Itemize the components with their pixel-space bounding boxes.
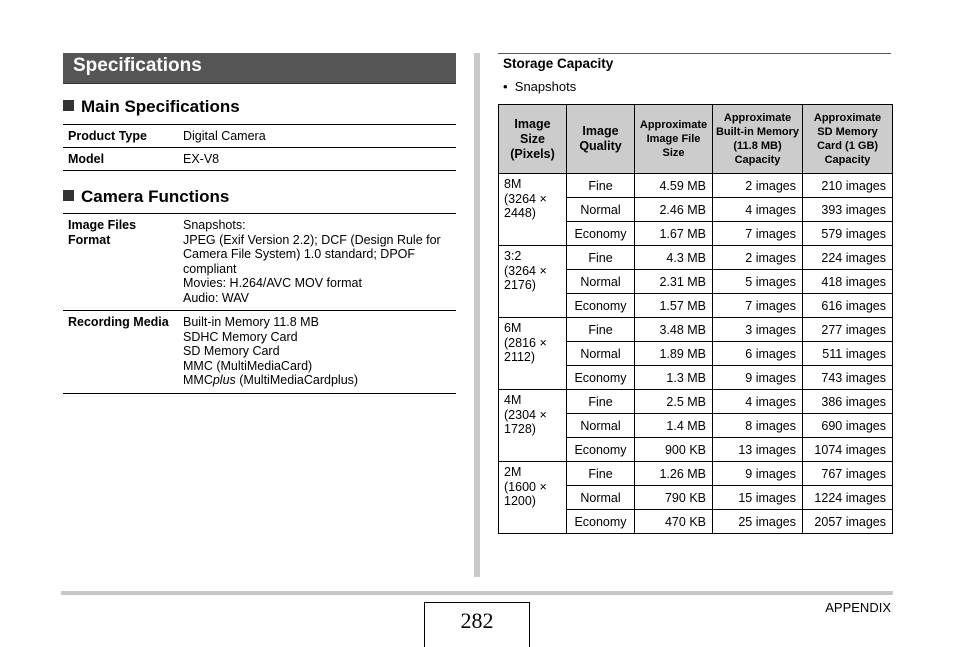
spec-value-line: JPEG (Exif Version 2.2); DCF (Design Rule for xyxy=(183,232,441,247)
size-line: 3:2 xyxy=(504,249,522,263)
spec-label: Product Type xyxy=(68,129,147,143)
spec-value-line: compliant xyxy=(183,261,237,276)
size-line: 4M xyxy=(504,393,522,407)
spec-value-line: SD Memory Card xyxy=(183,344,280,358)
header-line: (Pixels) xyxy=(510,146,555,161)
mmcplus-suffix-text: (MultiMediaCardplus) xyxy=(235,373,359,387)
file-size-cell: 1.67 MB xyxy=(635,222,713,246)
size-line: (2304 × xyxy=(504,407,547,422)
camera-functions-table xyxy=(63,213,456,394)
square-bullet-icon xyxy=(63,190,74,201)
sd-capacity-cell: 767 images xyxy=(803,462,893,486)
quality-cell: Economy xyxy=(567,438,635,462)
quality-cell: Normal xyxy=(567,342,635,366)
quality-cell: Economy xyxy=(567,510,635,534)
quality-cell: Fine xyxy=(567,246,635,270)
builtin-capacity-cell: 13 images xyxy=(713,438,803,462)
spec-value xyxy=(183,315,453,388)
builtin-capacity-cell: 3 images xyxy=(713,318,803,342)
image-size-cell xyxy=(499,246,567,318)
spec-value-line-mmcplus xyxy=(183,373,453,388)
sd-capacity-cell: 1074 images xyxy=(803,438,893,462)
size-line: 1200) xyxy=(504,494,536,508)
sd-capacity-cell: 579 images xyxy=(803,222,893,246)
file-size-cell: 470 KB xyxy=(635,510,713,534)
header-line: Capacity xyxy=(824,154,871,166)
page-title: Specifications xyxy=(73,55,202,76)
header-line: Quality xyxy=(579,139,622,153)
quality-cell: Fine xyxy=(567,174,635,198)
file-size-cell: 4.3 MB xyxy=(635,246,713,270)
plus-italic-text: plus xyxy=(212,373,236,387)
storage-capacity-table xyxy=(498,104,893,534)
builtin-capacity-cell: 2 images xyxy=(713,174,803,198)
builtin-capacity-cell: 9 images xyxy=(713,462,803,486)
header-line: Approximate xyxy=(813,112,882,124)
spec-value: EX-V8 xyxy=(183,152,220,166)
storage-capacity-heading: Storage Capacity xyxy=(503,56,614,71)
sd-capacity-cell: 418 images xyxy=(803,270,893,294)
spec-label: Model xyxy=(68,152,105,166)
builtin-capacity-cell: 4 images xyxy=(713,198,803,222)
main-specifications-table xyxy=(63,124,456,171)
table-row xyxy=(499,246,893,270)
spec-row-recording-media xyxy=(63,310,456,393)
quality-cell: Normal xyxy=(567,414,635,438)
spec-value-line: MMC (MultiMediaCard) xyxy=(183,358,313,373)
sd-capacity-cell: 1224 images xyxy=(803,486,893,510)
camera-functions-heading-text: Camera Functions xyxy=(81,187,230,206)
spec-label xyxy=(68,218,180,247)
spec-row-model xyxy=(63,147,456,170)
header-sd-card xyxy=(803,105,893,174)
snapshots-bullet-text: Snapshots xyxy=(514,79,577,94)
spec-value-line: Snapshots: xyxy=(183,218,246,232)
builtin-capacity-cell: 6 images xyxy=(713,342,803,366)
quality-cell: Economy xyxy=(567,294,635,318)
sd-capacity-cell: 393 images xyxy=(803,198,893,222)
size-line: 6M xyxy=(504,321,522,335)
sd-capacity-cell: 224 images xyxy=(803,246,893,270)
header-line: Approximate xyxy=(639,119,708,131)
file-size-cell: 2.31 MB xyxy=(635,270,713,294)
spec-value-line: SDHC Memory Card xyxy=(183,329,298,344)
quality-cell: Economy xyxy=(567,222,635,246)
header-line: Image File xyxy=(646,133,701,145)
builtin-capacity-cell: 15 images xyxy=(713,486,803,510)
spec-label-line: Image Files xyxy=(68,218,137,232)
main-specifications-heading-text: Main Specifications xyxy=(81,97,240,116)
sd-capacity-cell: 277 images xyxy=(803,318,893,342)
size-line: 8M xyxy=(504,177,522,191)
sd-capacity-cell: 511 images xyxy=(803,342,893,366)
square-bullet-icon xyxy=(63,100,74,111)
builtin-capacity-cell: 7 images xyxy=(713,222,803,246)
spec-value-line: Built-in Memory 11.8 MB xyxy=(183,315,319,329)
size-line: 2M xyxy=(504,465,522,479)
file-size-cell: 1.26 MB xyxy=(635,462,713,486)
sd-capacity-cell: 2057 images xyxy=(803,510,893,534)
size-line: 1728) xyxy=(504,422,536,436)
builtin-capacity-cell: 9 images xyxy=(713,366,803,390)
header-line: Image xyxy=(582,124,619,138)
header-image-quality xyxy=(567,105,635,174)
main-specifications-heading xyxy=(63,97,240,117)
size-line: 2448) xyxy=(504,206,536,220)
quality-cell: Normal xyxy=(567,486,635,510)
spec-value-line: Audio: WAV xyxy=(183,290,249,305)
file-size-cell: 1.89 MB xyxy=(635,342,713,366)
column-divider xyxy=(474,53,480,577)
footer-rule xyxy=(61,591,893,595)
spec-row-product-type xyxy=(63,124,456,147)
quality-cell: Normal xyxy=(567,270,635,294)
table-row xyxy=(499,318,893,342)
image-size-cell xyxy=(499,318,567,390)
image-size-cell xyxy=(499,390,567,462)
camera-functions-heading xyxy=(63,187,229,207)
header-line: Card (1 GB) xyxy=(816,140,879,152)
page-number: 282 xyxy=(460,608,494,633)
table-row xyxy=(499,462,893,486)
storage-table-body xyxy=(499,174,893,534)
header-image-size xyxy=(499,105,567,174)
spec-value-line: Camera File System) 1.0 standard; DPOF xyxy=(183,247,416,261)
file-size-cell: 2.46 MB xyxy=(635,198,713,222)
file-size-cell: 2.5 MB xyxy=(635,390,713,414)
spec-label-line: Format xyxy=(68,232,111,247)
quality-cell: Fine xyxy=(567,390,635,414)
size-line: 2112) xyxy=(504,350,536,364)
spec-value: Digital Camera xyxy=(183,129,266,143)
image-size-cell xyxy=(499,174,567,246)
size-line: (3264 × xyxy=(504,263,547,278)
header-line: Capacity xyxy=(734,154,781,166)
header-line: SD Memory xyxy=(817,126,878,138)
table-row xyxy=(499,174,893,198)
header-line: Size xyxy=(519,131,545,146)
spec-value xyxy=(183,218,453,305)
builtin-capacity-cell: 5 images xyxy=(713,270,803,294)
file-size-cell: 1.3 MB xyxy=(635,366,713,390)
header-line: Image xyxy=(514,116,551,131)
quality-cell: Economy xyxy=(567,366,635,390)
size-line: 2176) xyxy=(504,278,536,292)
quality-cell: Fine xyxy=(567,318,635,342)
mmc-text: MMC xyxy=(183,373,213,387)
header-line: Approximate xyxy=(723,112,792,124)
page-number-box xyxy=(424,602,530,647)
file-size-cell: 900 KB xyxy=(635,438,713,462)
quality-cell: Fine xyxy=(567,462,635,486)
sd-capacity-cell: 690 images xyxy=(803,414,893,438)
builtin-capacity-cell: 8 images xyxy=(713,414,803,438)
header-line: (11.8 MB) xyxy=(733,140,782,152)
spec-row-image-files-format xyxy=(63,213,456,310)
right-column-rule xyxy=(498,53,891,54)
builtin-capacity-cell: 25 images xyxy=(713,510,803,534)
header-file-size xyxy=(635,105,713,174)
table-bottom-rule xyxy=(63,393,456,394)
sd-capacity-cell: 210 images xyxy=(803,174,893,198)
header-line: Built-in Memory xyxy=(715,126,800,138)
builtin-capacity-cell: 4 images xyxy=(713,390,803,414)
snapshots-bullet: • Snapshots xyxy=(503,79,577,94)
section-label: APPENDIX xyxy=(825,600,891,615)
header-line: Size xyxy=(662,147,685,159)
header-builtin-memory xyxy=(713,105,803,174)
builtin-capacity-cell: 7 images xyxy=(713,294,803,318)
spec-label: Recording Media xyxy=(68,315,169,329)
table-header-row xyxy=(499,105,893,174)
file-size-cell: 4.59 MB xyxy=(635,174,713,198)
size-line: (3264 × xyxy=(504,191,547,206)
image-size-cell xyxy=(499,462,567,534)
file-size-cell: 790 KB xyxy=(635,486,713,510)
file-size-cell: 1.57 MB xyxy=(635,294,713,318)
table-bottom-rule xyxy=(63,170,456,171)
spec-value-line: Movies: H.264/AVC MOV format xyxy=(183,276,362,290)
sd-capacity-cell: 616 images xyxy=(803,294,893,318)
size-line: (2816 × xyxy=(504,335,547,350)
file-size-cell: 1.4 MB xyxy=(635,414,713,438)
quality-cell: Normal xyxy=(567,198,635,222)
sd-capacity-cell: 743 images xyxy=(803,366,893,390)
size-line: (1600 × xyxy=(504,479,547,494)
title-banner xyxy=(63,53,456,84)
file-size-cell: 3.48 MB xyxy=(635,318,713,342)
table-row xyxy=(499,390,893,414)
sd-capacity-cell: 386 images xyxy=(803,390,893,414)
builtin-capacity-cell: 2 images xyxy=(713,246,803,270)
